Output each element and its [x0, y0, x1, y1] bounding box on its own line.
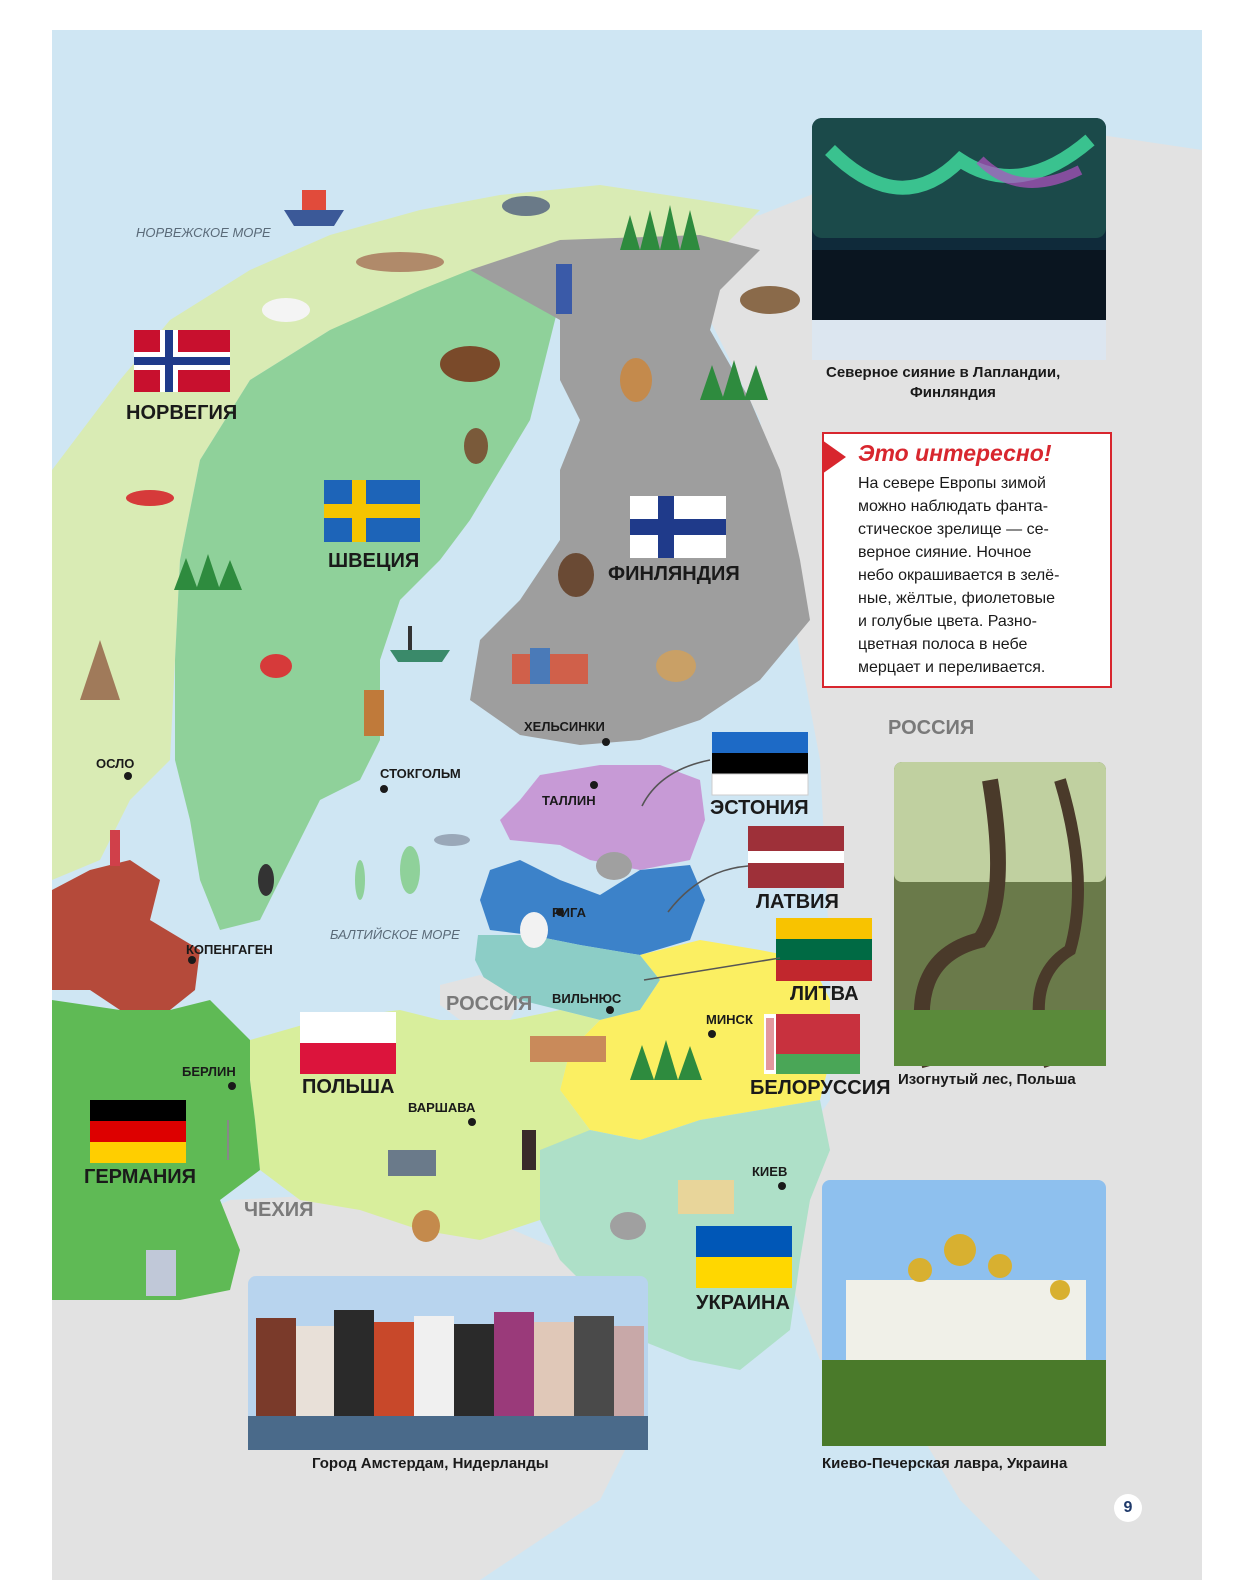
island-saaremaa	[503, 810, 547, 830]
fun-fact-line: ные, жёлтые, фиолетовые	[858, 590, 1055, 607]
caption-amsterdam: Город Амстердам, Нидерланды	[312, 1455, 549, 1472]
dala-horse-icon	[260, 654, 292, 678]
label-latvia: ЛАТВИЯ	[756, 891, 839, 913]
city-oslo: ОСЛО	[96, 756, 135, 771]
sea-norwegian-label: НОРВЕЖСКОЕ МОРЕ	[136, 225, 271, 240]
fun-fact-line: цветная полоса в небе	[858, 636, 1028, 653]
photo-aurora	[812, 118, 1106, 360]
factory-icon	[388, 1150, 436, 1176]
flag-lithuania	[776, 918, 872, 981]
flag-sweden	[324, 480, 420, 542]
fun-fact-line: верное сияние. Ночное	[858, 544, 1032, 561]
fun-fact-text	[858, 472, 1108, 679]
fun-fact-line: небо окрашивается в зелё-	[858, 567, 1060, 584]
sea-baltic-label: БАЛТИЙСКОЕ МОРЕ	[330, 927, 460, 942]
fun-fact-line: и голубые цвета. Разно-	[858, 613, 1037, 630]
label-ukraine: УКРАИНА	[696, 1292, 790, 1314]
deer-icon	[620, 358, 652, 402]
woodpecker-icon	[258, 864, 274, 896]
caption-aurora-line1: Северное сияние в Лапландии,	[826, 364, 1061, 381]
flag-latvia	[748, 826, 844, 888]
caption-lavra: Киево-Печерская лавра, Украина	[822, 1455, 1068, 1472]
caption-crooked-forest: Изогнутый лес, Польша	[898, 1071, 1076, 1088]
label-finland: ФИНЛЯНДИЯ	[608, 563, 740, 585]
label-poland: ПОЛЬША	[302, 1076, 395, 1098]
city-minsk: МИНСК	[706, 1012, 753, 1027]
fun-fact-line: можно наблюдать фанта-	[858, 498, 1049, 515]
city-kyiv: КИЕВ	[752, 1164, 788, 1179]
fun-fact-line: мерцает и переливается.	[858, 659, 1046, 676]
walrus-icon	[740, 286, 800, 314]
fun-fact-line: На севере Европы зимой	[858, 475, 1046, 492]
play-marker-icon	[822, 440, 846, 474]
wind-turbine-icon	[227, 1120, 229, 1160]
label-belarus: БЕЛОРУССИЯ	[750, 1077, 891, 1099]
city-helsinki: ХЕЛЬСИНКИ	[524, 719, 605, 734]
lynx-icon	[656, 650, 696, 682]
city-berlin: БЕРЛИН	[182, 1064, 236, 1079]
city-vilnius: ВИЛЬНЮС	[552, 991, 622, 1006]
city-riga: РИГА	[552, 905, 586, 920]
flag-germany	[90, 1100, 186, 1163]
island-oland	[355, 860, 365, 900]
photo-lavra	[822, 1180, 1106, 1446]
fun-fact-line: стическое зрелище — се-	[858, 521, 1049, 538]
flag-estonia	[712, 732, 808, 795]
label-germany: ГЕРМАНИЯ	[84, 1166, 197, 1188]
city-copenhagen: КОПЕНГАГЕН	[186, 942, 273, 957]
label-norway: НОРВЕГИЯ	[126, 402, 238, 424]
flag-poland	[300, 1012, 396, 1074]
flag-norway	[134, 330, 230, 392]
flag-finland	[630, 496, 726, 558]
fun-fact-title: Это интересно!	[858, 440, 1052, 466]
snowmobile-icon	[126, 490, 174, 506]
reindeer-sled-icon	[356, 252, 444, 272]
flag-belarus	[764, 1014, 860, 1074]
city-warsaw: ВАРШАВА	[408, 1100, 476, 1115]
label-lithuania: ЛИТВА	[790, 983, 859, 1005]
photo-crooked-forest	[894, 762, 1106, 1066]
seal-icon	[502, 196, 550, 216]
photo-amsterdam	[248, 1276, 648, 1450]
hare-icon	[412, 1210, 440, 1242]
label-czechia: ЧЕХИЯ	[244, 1199, 314, 1221]
flag-ukraine	[696, 1226, 792, 1288]
city-tallinn: ТАЛЛИН	[542, 793, 596, 808]
fish-icon	[434, 834, 470, 846]
bear-icon	[440, 346, 500, 382]
label-estonia: ЭСТОНИЯ	[710, 797, 809, 819]
lighthouse-icon	[110, 830, 120, 866]
city-stockholm: СТОКГОЛЬМ	[380, 766, 461, 781]
arctic-fox-icon	[262, 298, 310, 322]
label-russia-kaliningrad: РОССИЯ	[446, 993, 533, 1015]
tower-icon	[364, 690, 384, 736]
page-number: 9	[1114, 1494, 1142, 1522]
island-gotland	[400, 846, 420, 894]
caption-aurora-line2: Финляндия	[910, 384, 996, 401]
fun-fact-box	[822, 432, 1112, 688]
moose-icon	[558, 553, 594, 597]
label-sweden: ШВЕЦИЯ	[328, 550, 420, 572]
label-russia-east: РОССИЯ	[888, 717, 975, 739]
